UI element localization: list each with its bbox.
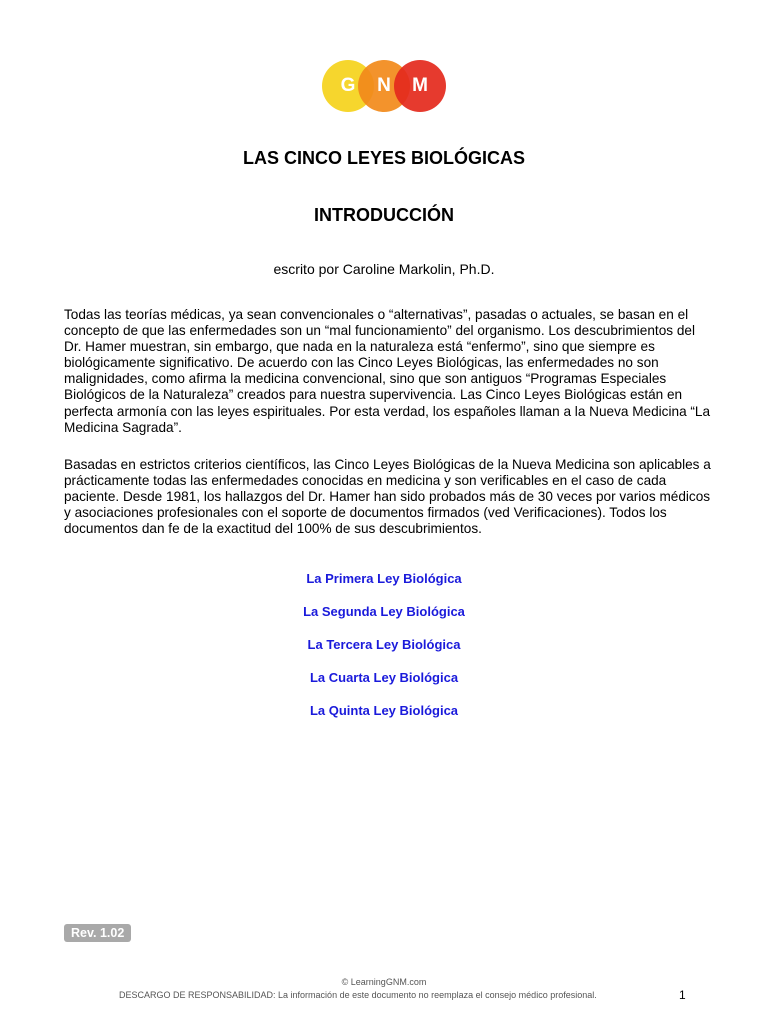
revision-badge: Rev. 1.02 [64,924,131,942]
document-title: LAS CINCO LEYES BIOLÓGICAS [242,148,526,168]
paragraph-2: Basadas en estrictos criterios científicos, las Cinco Leyes Biológicas de la Nueva Medicina son aplicables a prácticamente todas las enfermedades conocidas en medicina y son verificables en el caso de cada paciente. Desde 1981, los hallazgos del Dr. Hamer han sido probados más de 30 veces por varios médicos y asociaciones profesionales con el soporte de documentos firmados (ved Verificaciones). Todos los documentos dan fe de la exactitud del 100% de sus descubrimientos. [64,457,711,537]
copyright-notice: © LearningGNM.com [341,977,427,987]
link-fourth-law[interactable]: La Cuarta Ley Biológica [309,670,459,685]
link-second-law[interactable]: La Segunda Ley Biológica [303,604,465,619]
link-third-law[interactable]: La Tercera Ley Biológica [307,637,461,652]
author-line: escrito por Caroline Markolin, Ph.D. [273,261,495,277]
logo-circle-g: G [322,60,374,112]
link-first-law[interactable]: La Primera Ley Biológica [306,571,462,586]
page-number: 1 [679,988,686,1002]
link-fifth-law[interactable]: La Quinta Ley Biológica [309,703,459,718]
gnm-logo [322,60,446,112]
disclaimer-text: DESCARGO DE RESPONSABILIDAD: La información de este documento no reemplaza el consejo médico profesional. [119,990,597,1000]
paragraph-1: Todas las teorías médicas, ya sean convencionales o “alternativas”, pasadas o actuales, se basan en el concepto de que las enfermedades son un “mal funcionamiento” del organismo. Los descubrimientos del Dr. Hamer muestran, sin embargo, que nada en la naturaleza está “enfermo”, sino que siempre es biológicamente significativo. De acuerdo con las Cinco Leyes Biológicas, las enfermedades no son malignidades, como afirma la medicina convencional, sino que son antiguos “Programas Especiales Biológicos de la Naturaleza” creados para nuestra supervivencia. Las Cinco Leyes Biológicas están en perfecta armonía con las leyes espirituales. Por esta verdad, los españoles llaman a la Nueva Medicina “La Medicina Sagrada”. [64,307,711,435]
logo-circle-n: N [358,60,410,112]
law-links-list [0,570,768,735]
document-subtitle: INTRODUCCIÓN [314,205,454,225]
logo-circle-m: M [394,60,446,112]
